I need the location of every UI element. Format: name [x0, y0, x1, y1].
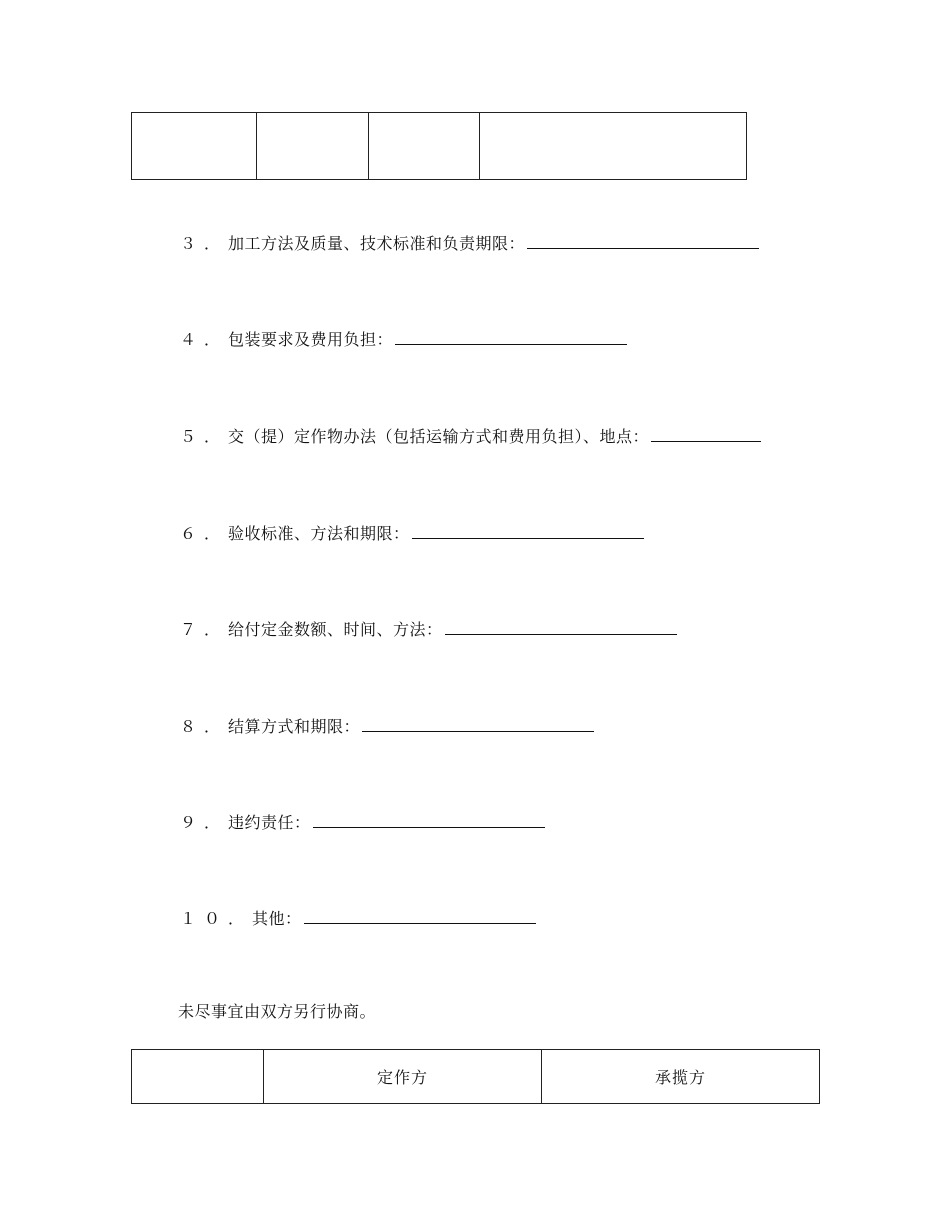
- clause-text: 验收标准、方法和期限：: [228, 524, 410, 543]
- signature-table: [131, 1049, 820, 1104]
- table-row: [132, 113, 747, 180]
- clause-number: ８．: [180, 717, 229, 736]
- clause-6: [180, 522, 644, 544]
- clause-9: [180, 811, 545, 833]
- clause-number: ４．: [180, 330, 229, 349]
- fill-in-blank[interactable]: [304, 907, 536, 924]
- table-cell: [369, 113, 480, 180]
- fill-in-blank[interactable]: [527, 232, 759, 249]
- fill-in-blank[interactable]: [651, 425, 761, 442]
- clause-10: [180, 907, 536, 929]
- fill-in-blank[interactable]: [395, 328, 627, 345]
- clause-8: [180, 715, 594, 737]
- clause-5: [180, 425, 761, 447]
- clause-text: 交（提）定作物办法（包括运输方式和费用负担）、地点：: [228, 427, 650, 446]
- clause-number: ６．: [180, 524, 229, 543]
- clause-text: 包装要求及费用负担：: [228, 330, 394, 349]
- closing-statement: 未尽事宜由双方另行协商。: [178, 1002, 377, 1021]
- top-table: [131, 112, 747, 180]
- fill-in-blank[interactable]: [362, 715, 594, 732]
- table-cell: [480, 113, 747, 180]
- clause-4: [180, 328, 627, 350]
- clause-text: 加工方法及质量、技术标准和负责期限：: [228, 234, 526, 253]
- clause-7: [180, 618, 677, 640]
- table-cell: [257, 113, 369, 180]
- clause-number: ９．: [180, 813, 229, 832]
- fill-in-blank[interactable]: [412, 522, 644, 539]
- clause-number: ５．: [180, 427, 229, 446]
- clause-text: 结算方式和期限：: [228, 717, 361, 736]
- clause-number: １０．: [180, 909, 253, 928]
- clause-text: 给付定金数额、时间、方法：: [228, 620, 443, 639]
- clause-number: ７．: [180, 620, 229, 639]
- blank-header-cell: [132, 1050, 264, 1104]
- clause-3: [180, 232, 759, 254]
- clause-text: 其他：: [252, 909, 302, 928]
- clause-number: ３．: [180, 234, 229, 253]
- table-row: [132, 1050, 820, 1104]
- fill-in-blank[interactable]: [445, 618, 677, 635]
- party-b-header: 承揽方: [542, 1050, 820, 1104]
- clause-text: 违约责任：: [228, 813, 311, 832]
- fill-in-blank[interactable]: [313, 811, 545, 828]
- table-cell: [132, 113, 257, 180]
- party-a-header: 定作方: [264, 1050, 542, 1104]
